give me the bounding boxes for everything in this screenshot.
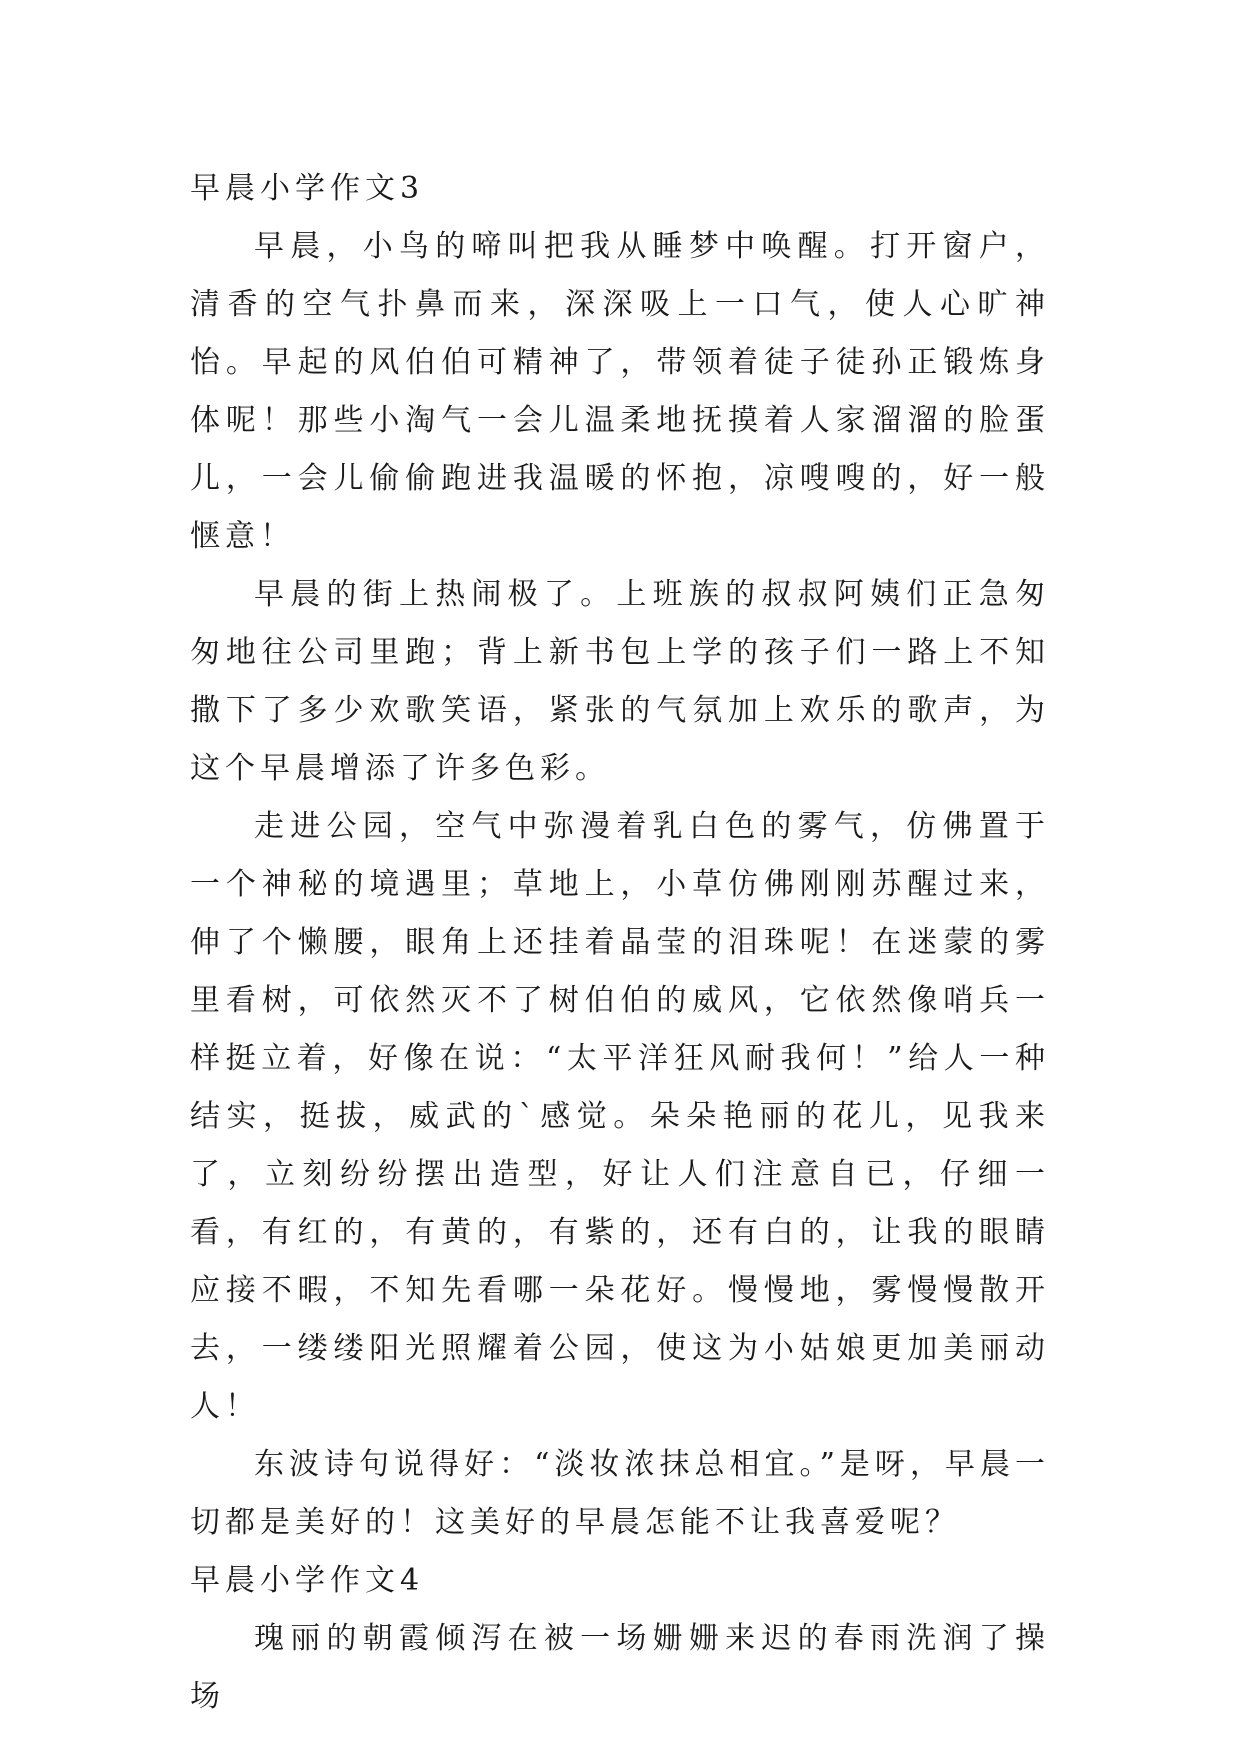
essay-paragraph: 早晨的街上热闹极了。上班族的叔叔阿姨们正急匆匆地往公司里跑；背上新书包上学的孩子们一路上不知撒下了多少欢歌笑语，紧张的气氛加上欢乐的歌声，为这个早晨增添了许多色彩。 xyxy=(190,577,1050,786)
essay-paragraph: 东波诗句说得好：“淡妆浓抹总相宜。”是呀，早晨一切都是美好的！这美好的早晨怎能不让我喜爱呢？ xyxy=(190,1447,1050,1540)
essay-title: 早晨小学作文4 xyxy=(190,1563,425,1598)
essay-paragraph: 早晨，小鸟的啼叫把我从睡梦中唤醒。打开窗户，清香的空气扑鼻而来，深深吸上一口气，使人心旷神怡。早起的风伯伯可精神了，带领着徒子徒孙正锻炼身体呢！那些小淘气一会儿温柔地抚摸着人家溜溜的脸蛋儿，一会儿偷偷跑进我温暖的怀抱，凉嗖嗖的，好一般惬意！ xyxy=(190,229,1050,554)
essay-paragraph: 瑰丽的朝霞倾泻在被一场姗姗来迟的春雨洗润了操场 xyxy=(190,1621,1050,1714)
essay-title: 早晨小学作文3 xyxy=(190,171,425,206)
essay-paragraph: 走进公园，空气中弥漫着乳白色的雾气，仿佛置于一个神秘的境遇里；草地上，小草仿佛刚刚苏醒过来，伸了个懒腰，眼角上还挂着晶莹的泪珠呢！在迷蒙的雾里看树，可依然灭不了树伯伯的威风，它依然像哨兵一样挺立着，好像在说：“太平洋狂风耐我何！”给人一种结实，挺拔，威武的`感觉。朵朵艳丽的花儿，见我来了，立刻纷纷摆出造型，好让人们注意自已，仔细一看，有红的，有黄的，有紫的，还有白的，让我的眼睛应接不暇，不知先看哪一朵花好。慢慢地，雾慢慢散开去，一缕缕阳光照耀着公园，使这为小姑娘更加美丽动人！ xyxy=(190,809,1050,1424)
document-page xyxy=(190,160,1050,1726)
